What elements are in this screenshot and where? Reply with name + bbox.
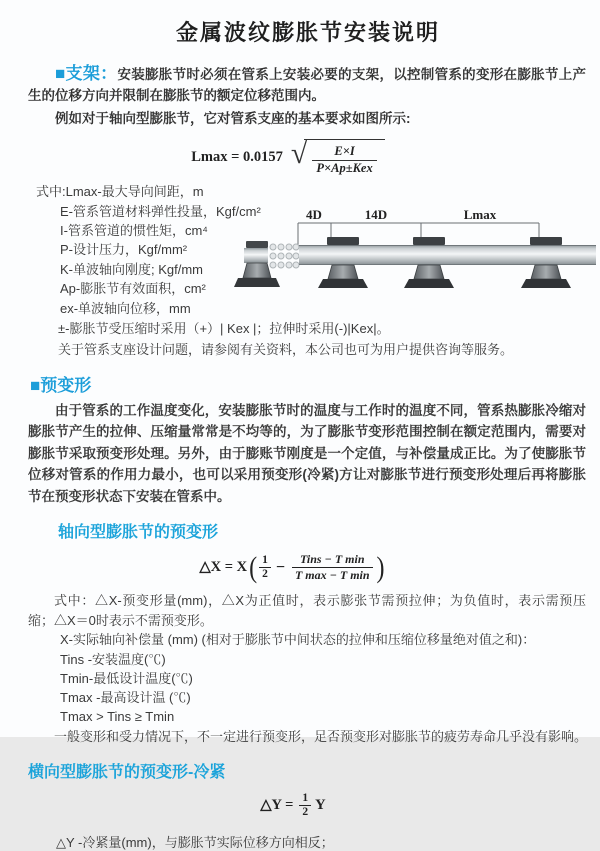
axial-var: X-实际轴向补偿量 (mm) (相对于膨胀节中间状态的拉伸和压缩位移量绝对值之和)： <box>60 632 536 648</box>
dim-label-lmax: Lmax <box>463 207 497 223</box>
dim-label-14d: 14D <box>364 207 388 223</box>
page-title: 金属波纹膨胀节安装说明 <box>175 20 440 45</box>
vars-item: P-设计压力，Kgf/mm² <box>60 242 188 258</box>
lmax-formula-lhs: Lmax = 0.0157 <box>191 149 283 166</box>
vars-item: K-单波轴向刚度; Kgf/mm <box>60 261 204 277</box>
lateral-preform-formula <box>28 792 558 821</box>
axial-formula-lhs: △X = X <box>199 559 248 576</box>
vars-lead-line: 式中:Lmax-最大导向间距，m <box>36 184 204 200</box>
lateral-note: △Y -冷紧量(mm)，与膨胀节实际位移方向相反； <box>56 835 334 851</box>
vars-item: I-管系管道的惯性矩，cm⁴ <box>60 223 208 239</box>
axial-var: Tmax > Tins ≥ Tmin <box>60 709 175 725</box>
lmax-formula-denominator: P×Ap±Kex <box>312 160 376 177</box>
service-note: 关于管系支座设计问题，请参阅有关资料，本公司也可为用户提供咨询等服务。 <box>58 341 514 357</box>
one-half-fraction: 1 2 <box>259 554 271 583</box>
preform-section-heading: ■预变形 <box>30 375 92 395</box>
main-pipe <box>299 245 596 265</box>
lmax-variable-definitions <box>28 182 588 359</box>
minus-sign: − <box>275 558 285 576</box>
preform-body-paragraph: 由于管系的工作温度变化，安装膨胀节时的温度与工作时的温度不同，管系热膨胀冷缩对膨胀节产生的拉伸、压缩量常常是不均等的，为了膨胀节变形范围控制在额定范围内，需要对膨胀节采取预变形处理。另外，由于膨账节刚度是一个定值，与补偿量成正比。为了使膨胀节位移对管系的作用力最小，也可以采用预变形(冷紧)方让对膨胀节进行预变形处理后再将膨胀节在预变形状态下安装在管系中。 <box>28 402 586 504</box>
pipe-support-diagram <box>244 208 596 310</box>
radical-sign-icon: √ <box>290 137 308 170</box>
left-paren: ( <box>249 551 258 585</box>
lateral-formula-rhs: Y <box>315 797 326 814</box>
support-example-line: 例如对于轴向型膨胀节，它对管系支座的基本要求如图所示: <box>55 111 411 126</box>
temperature-fraction: Tins − T min T max − T min <box>292 552 373 583</box>
axial-var: Tmin-最低设计温度(℃) <box>60 670 193 686</box>
support-paragraph <box>28 63 586 106</box>
vars-item: Ap-膨胀节有效面积，cm² <box>60 281 206 297</box>
lateral-formula-lhs: △Y = <box>260 797 294 814</box>
one-half-fraction: $\frac{1}{2}$ <box>299 792 311 821</box>
axial-preform-formula <box>28 552 558 583</box>
sign-convention-note: ±-膨胀节受压缩时采用（+）| Kex |；拉伸时采用(-)|Kex|。 <box>58 321 390 337</box>
axial-preform-subheading: 轴向型膨胀节的预变形 <box>58 524 219 542</box>
axial-var: Tins -安装温度(℃) <box>60 651 166 667</box>
pipe-stub <box>244 248 268 263</box>
lateral-preform-subheading: 横向型膨胀节的预变形-冷紧 <box>28 763 226 781</box>
lmax-formula <box>28 139 548 176</box>
lmax-formula-numerator: E×I <box>334 144 355 158</box>
bellows-icon <box>270 244 299 268</box>
axial-note: 一般变形和受力情况下，不一定进行预变形，足否预变形对膨胀节的疲劳寿命几乎没有影响。 <box>54 729 588 745</box>
support-section-heading: ■支架： <box>55 64 118 83</box>
axial-var: Tmax -最高设计温 (℃) <box>60 690 191 706</box>
dim-label-4d: 4D <box>306 207 322 223</box>
right-paren: ) <box>376 551 385 585</box>
sqrt-radical <box>291 139 385 176</box>
axial-formula-explanation: 式中：△X-预变形量(mm)，△X为正值时，表示膨张节需预拉伸；为负值时，表示需预压缩；△X＝0时表示不需预变形。 <box>28 593 586 628</box>
support-intro-text: 安装膨胀节时必须在管系上安装必要的支架，以控制管系的变形在膨胀节上产生的位移方向并限制在膨胀节的额定位移范围内。 <box>28 67 586 103</box>
vars-item: ex-单波轴向位移，mm <box>60 300 191 316</box>
vars-item: E-管系管道材料弹性投量，Kgf/cm² <box>60 203 261 219</box>
